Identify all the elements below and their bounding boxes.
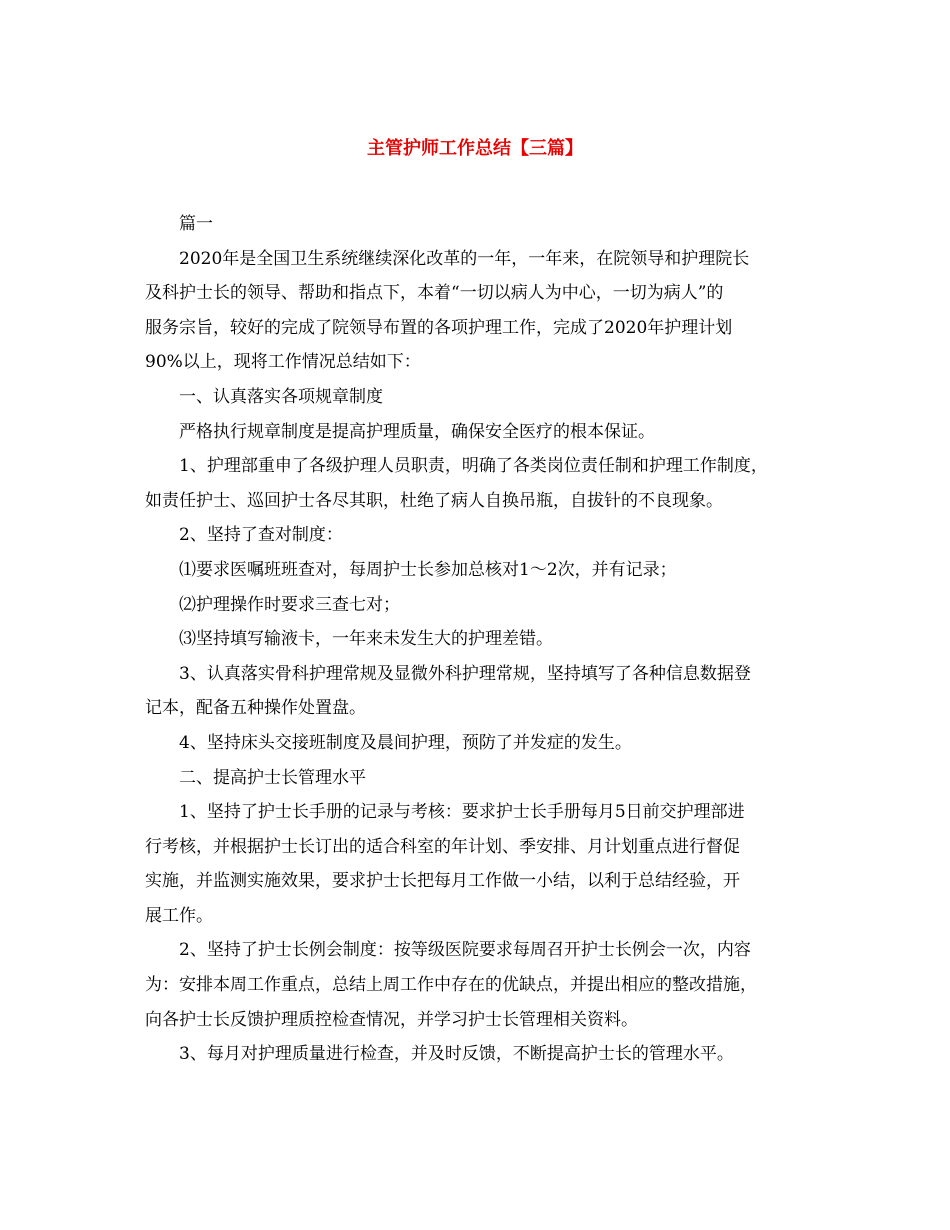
text-line: 2020年是全国卫生系统继续深化改革的一年，一年来，在院领导和护理院长 <box>179 248 750 269</box>
text-line: 4、坚持床头交接班制度及晨间护理，预防了并发症的发生。 <box>179 732 632 753</box>
text-line: 如责任护士、巡回护士各尽其职，杜绝了病人自换吊瓶，自拔针的不良现象。 <box>145 490 723 511</box>
text-line: 严格执行规章制度是提高护理质量，确保安全医疗的根本保证。 <box>179 421 655 442</box>
text-line: 二、提高护士长管理水平 <box>179 767 366 788</box>
text-line: 90%以上，现将工作情况总结如下： <box>145 352 421 373</box>
text-line: ⑵护理操作时要求三查七对； <box>179 594 400 615</box>
text-line: 行考核，并根据护士长订出的适合科室的年计划、季安排、月计划重点进行督促 <box>145 836 740 857</box>
text-line: 展工作。 <box>145 905 213 926</box>
text-line: 记本，配备五种操作处置盘。 <box>145 698 366 719</box>
text-line: 为：安排本周工作重点，总结上周工作中存在的优缺点，并提出相应的整改措施， <box>145 975 757 996</box>
text-line: 服务宗旨，较好的完成了院领导布置的各项护理工作，完成了2020年护理计划 <box>145 317 733 338</box>
document-body <box>145 207 805 1072</box>
text-line: 实施，并监测实施效果，要求护士长把每月工作做一小结，以利于总结经验，开 <box>145 871 740 892</box>
text-line: ⑴要求医嘱班班查对，每周护士长参加总核对1～2次，并有记录； <box>179 559 677 580</box>
text-line: 1、坚持了护士长手册的记录与考核：要求护士长手册每月5日前交护理部进 <box>179 802 745 823</box>
text-line: 2、坚持了护士长例会制度：按等级医院要求每周召开护士长例会一次，内容 <box>179 940 751 961</box>
document-title: 主管护师工作总结【三篇】 <box>367 138 583 159</box>
text-line: ⑶坚持填写输液卡，一年来未发生大的护理差错。 <box>179 629 553 650</box>
text-line: 3、认真落实骨科护理常规及显微外科护理常规，坚持填写了各种信息数据登 <box>179 663 751 684</box>
text-line: 一、认真落实各项规章制度 <box>179 386 383 407</box>
text-line: 及科护士长的领导、帮助和指点下，本着“一切以病人为中心，一切为病人”的 <box>145 283 724 304</box>
text-line: 篇一 <box>179 214 213 234</box>
text-line: 2、坚持了查对制度： <box>179 525 343 546</box>
text-line: 1、护理部重申了各级护理人员职责，明确了各类岗位责任制和护理工作制度， <box>179 456 768 477</box>
text-line: 3、每月对护理质量进行检查，并及时反馈，不断提高护士长的管理水平。 <box>179 1044 734 1065</box>
text-line: 向各护士长反馈护理质控检查情况，并学习护士长管理相关资料。 <box>145 1009 638 1030</box>
